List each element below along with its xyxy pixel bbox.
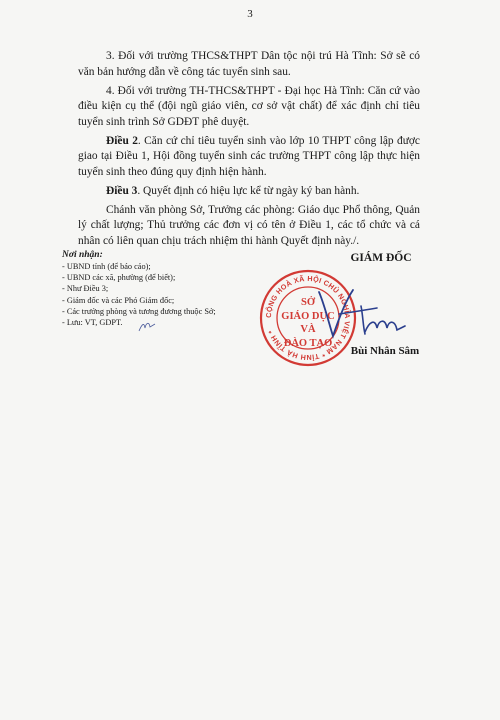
article-2-label: Điều 2 [106,134,138,147]
handwritten-signature [305,284,415,344]
article-3 [78,184,420,200]
execution-paragraph: Chánh văn phòng Sở, Trưởng các phòng: Giáo dục Phổ thông, Quản lý chất lượng; Thủ trưởng các đơn vị có tên ở Điều 1, các tổ chức và cá nhân có liên quan chịu trách nhiệm thi hành Quyết định này./. [78,203,420,247]
recipient-item: - UBND các xã, phường (để biết); [62,273,176,283]
seal-center-line: SỞ [300,297,315,308]
recipients-title: Nơi nhận: [62,250,103,260]
seal-ring-text: CỘNG HOÀ XÃ HỘI CHỦ NGHĨA VIỆT NAM * TỈNH HÀ TĨNH * [263,273,353,363]
recipients-block [62,249,272,328]
recipient-item: - UBND tỉnh (để báo cáo); [62,262,151,271]
document-body [78,49,420,253]
recipient-item: - Các trưởng phòng và tương đương thuộc Sở; [62,306,216,316]
article-2 [78,134,420,181]
signature-title: GIÁM ĐỐC [350,252,412,264]
recipient-item: - Như Điều 3; [62,284,109,294]
paragraph-item-3: 3. Đối với trường THCS&THPT Dân tộc nội trú Hà Tĩnh: Sở sẽ có văn bản hướng dẫn về công tác tuyển sinh sau. [78,50,420,78]
initials-mark [137,318,157,334]
seal-center-line: GIÁO DỤC [281,310,335,322]
page-number: 3 [247,8,253,20]
paragraph-item-4: 4. Đối với trường TH-THCS&THPT - Đại học Hà Tĩnh: Căn cứ vào điều kiện cụ thể (đội ngũ giáo viên, cơ sở vật chất) để xác định chỉ tiêu tuyển sinh trình Sở GDĐT phê duyệt. [78,84,420,128]
article-2-text: . Căn cứ chỉ tiêu tuyển sinh vào lớp 10 THPT công lập được giao tại Điều 1, Hội đồng tuyển sinh các trường THPT công lập thực hiện tuyển sinh theo đúng quy định hiện hành. [78,134,420,178]
article-3-text: . Quyết định có hiệu lực kể từ ngày ký ban hành. [137,184,360,197]
seal-center-line: ĐÀO TẠO [283,337,333,349]
article-3-label: Điều 3 [106,184,138,197]
seal-center-line: VÀ [300,324,316,335]
recipient-item: - Lưu: VT, GDPT. [62,318,123,328]
signer-name: Bùi Nhân Sâm [350,345,420,357]
recipient-item: - Giám đốc và các Phó Giám đốc; [62,295,175,305]
